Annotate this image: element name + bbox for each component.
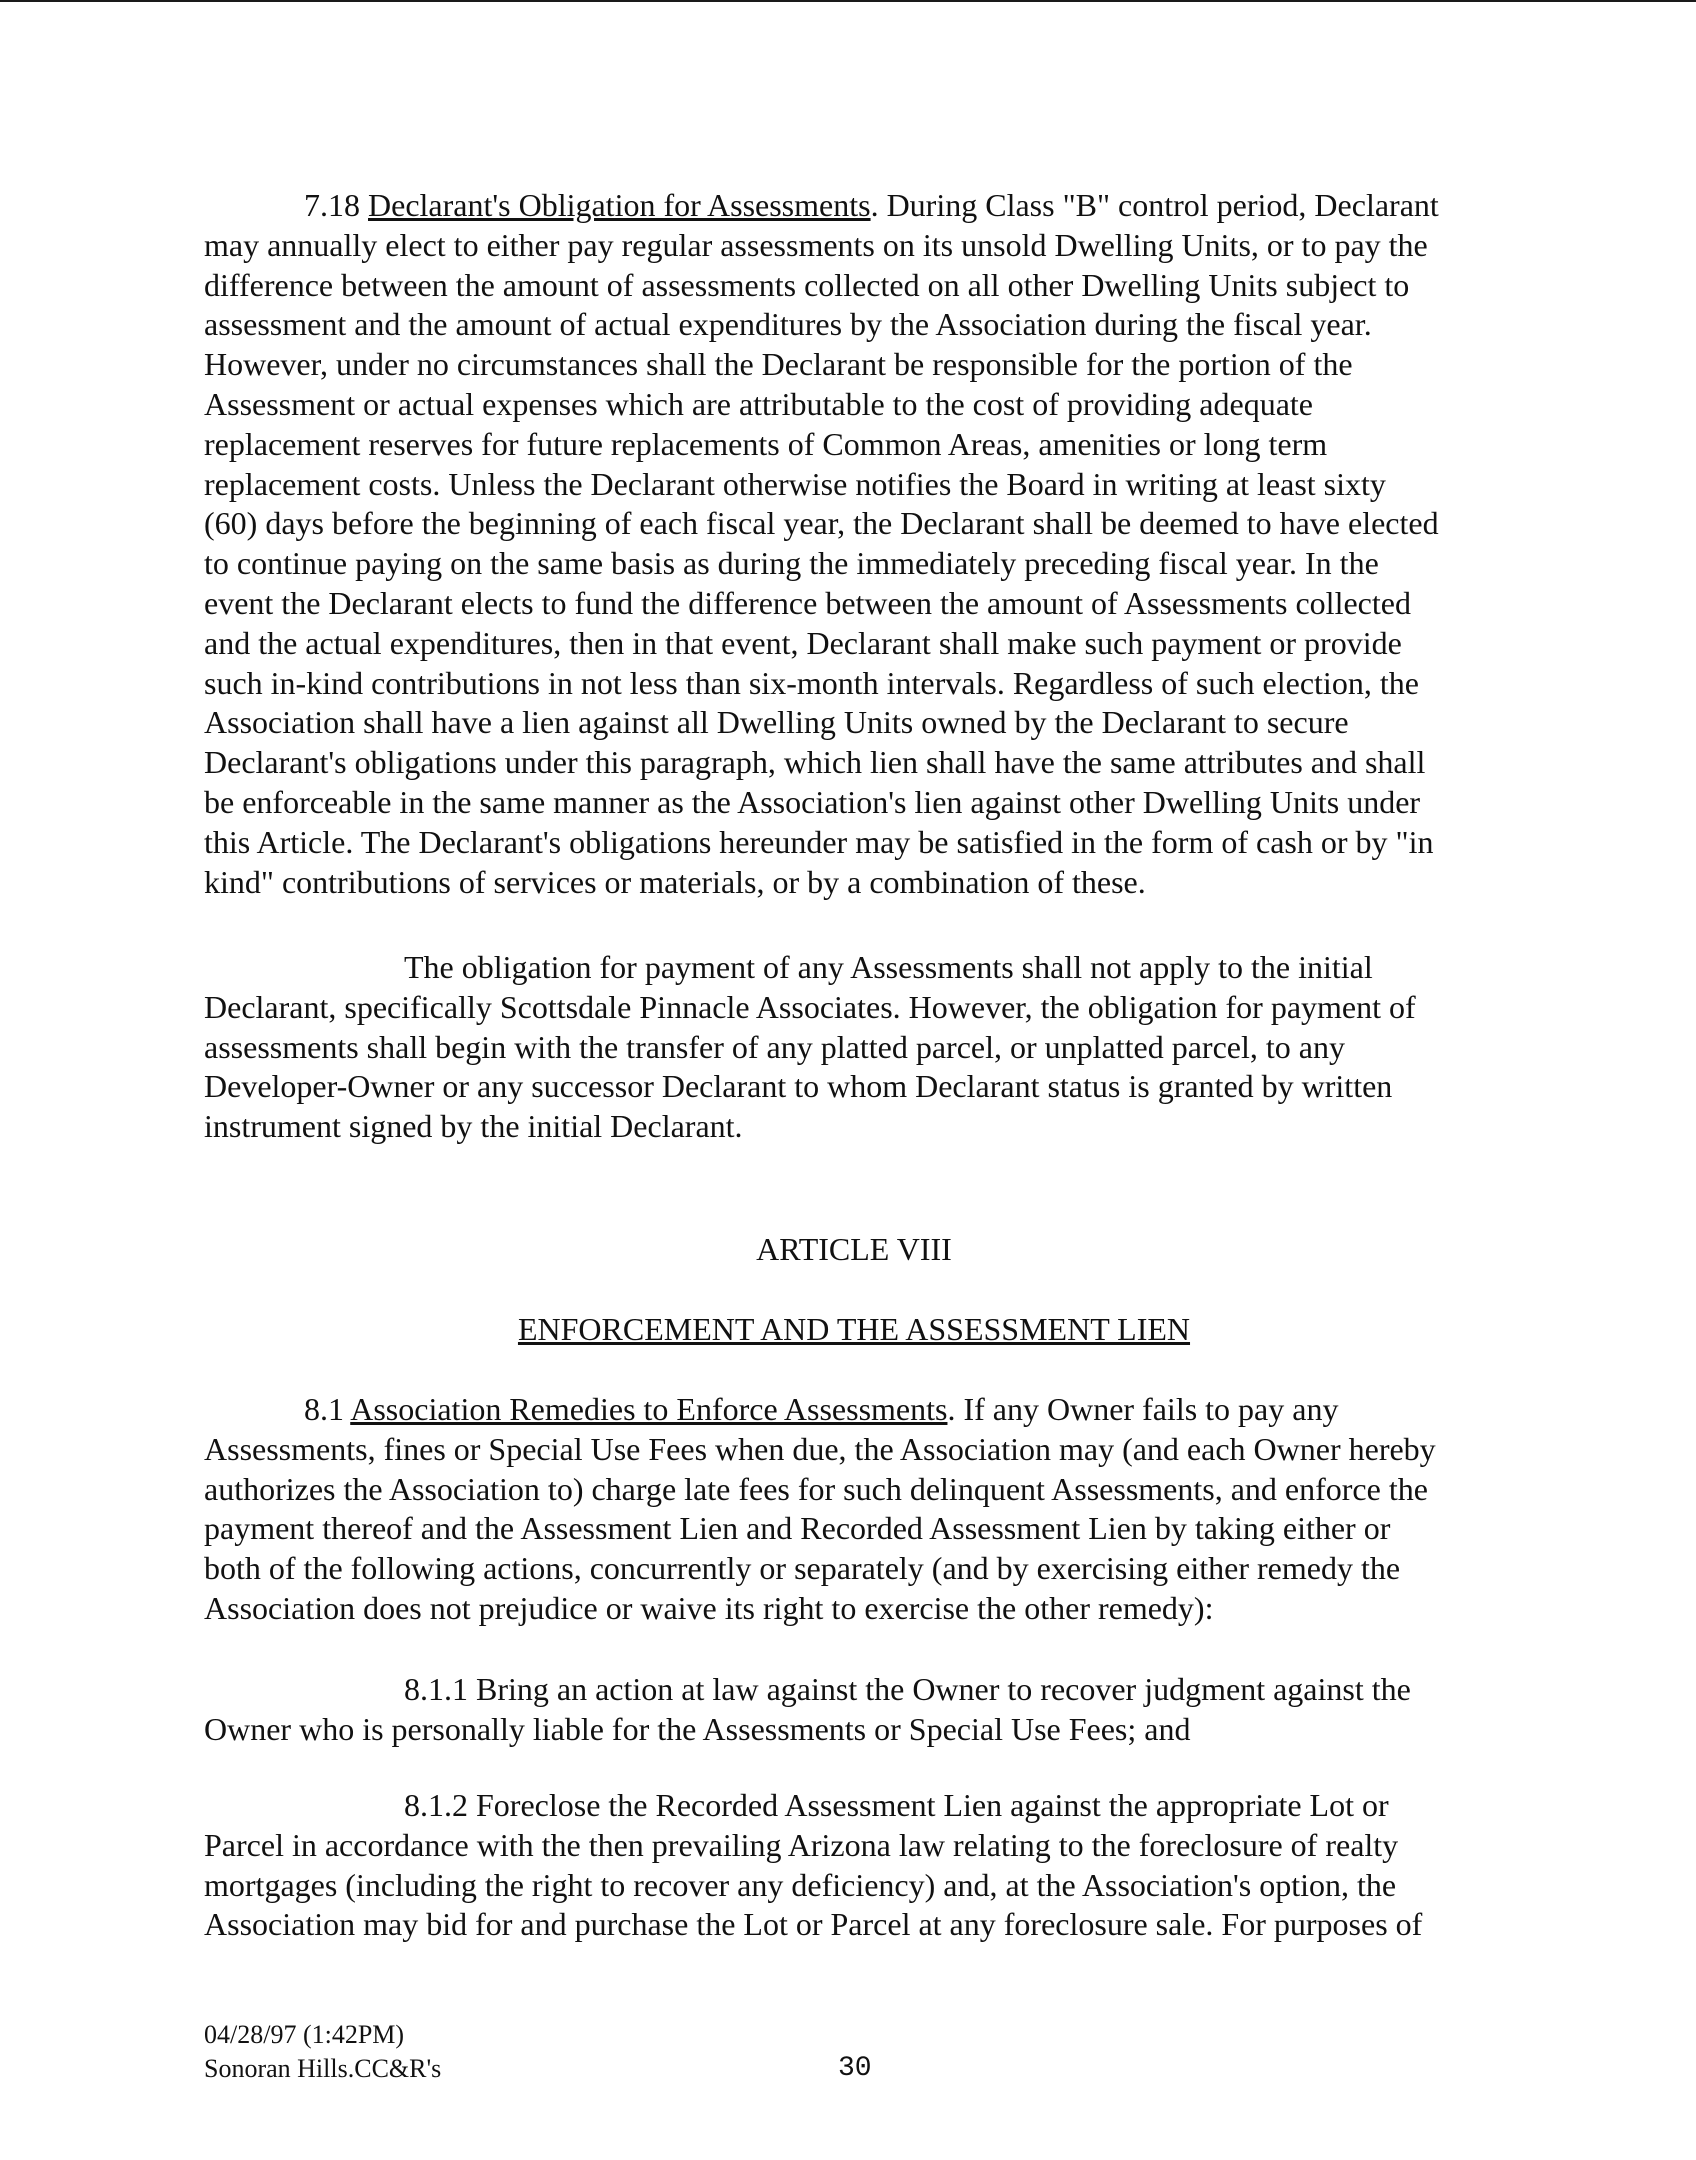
page-number: 30: [838, 2053, 872, 2084]
section-7-18-line-11: and the actual expenditures, then in that event, Declarant shall make such payment or provide: [204, 624, 1402, 661]
section-8-1-line-3: payment thereof and the Assessment Lien and Recorded Assessment Lien by taking either or: [204, 1510, 1391, 1547]
section-8-1-1-line-text: Bring an action at law against the Owner to recover judgment against the: [476, 1671, 1411, 1707]
obligation-line-4: instrument signed by the initial Declarant.: [204, 1108, 743, 1145]
footer-date: 04/28/97 (1:42PM): [204, 2020, 405, 2049]
section-7-18-heading: Declarant's Obligation for Assessments: [368, 187, 871, 223]
section-7-18-line-0: [204, 186, 1439, 226]
section-8-1-2: [204, 1786, 1422, 1945]
section-7-18-line-13: Association shall have a lien against all Dwelling Units owned by the Declarant to secure: [204, 704, 1349, 741]
section-8-1-2-line-0: [204, 1786, 1422, 1826]
obligation-line-3: Developer-Owner or any successor Declarant to whom Declarant status is granted by written: [204, 1068, 1393, 1105]
article-subtitle: ENFORCEMENT AND THE ASSESSMENT LIEN: [517, 1311, 1191, 1347]
section-7-18-line-5: Assessment or actual expenses which are attributable to the cost of providing adequate: [204, 385, 1313, 422]
obligation-line-text: The obligation for payment of any Assessments shall not apply to the initial: [404, 949, 1373, 985]
footer-document-name: Sonoran Hills.CC&R's: [204, 2054, 442, 2083]
section-8-1-2-line-2: mortgages (including the right to recover any deficiency) and, at the Association's option, the: [204, 1866, 1397, 1903]
section-8-1-line-4: both of the following actions, concurrently or separately (and by exercising either remedy the: [204, 1550, 1401, 1587]
section-8-1-line-text: . If any Owner fails to pay any: [947, 1391, 1339, 1427]
section-8-1-2-line-3: Association may bid for and purchase the Lot or Parcel at any foreclosure sale. For purposes of: [204, 1906, 1423, 1943]
section-8-1-heading: Association Remedies to Enforce Assessments: [350, 1391, 948, 1427]
section-7-18-line-8: (60) days before the beginning of each fiscal year, the Declarant shall be deemed to have elected: [204, 505, 1439, 542]
obligation-paragraph: [204, 948, 1416, 1147]
section-7-18-line-7: replacement costs. Unless the Declarant otherwise notifies the Board in writing at least sixty: [204, 465, 1386, 502]
section-8-1-line-1: Assessments, fines or Special Use Fees when due, the Association may (and each Owner hereby: [204, 1430, 1436, 1467]
section-8-1-2-line-text: Foreclose the Recorded Assessment Lien against the appropriate Lot or: [476, 1787, 1389, 1823]
article-title: ARTICLE VIII: [756, 1231, 952, 1267]
section-7-18-line-14: Declarant's obligations under this paragraph, which lien shall have the same attributes and shall: [204, 744, 1426, 781]
section-7-18-line-3: assessment and the amount of actual expenditures by the Association during the fiscal year.: [204, 306, 1372, 343]
scan-top-edge: [0, 0, 1696, 2]
section-7-18-line-1: may annually elect to either pay regular assessments on its unsold Dwelling Units, or to pay the: [204, 226, 1428, 263]
section-8-1-line-2: authorizes the Association to) charge late fees for such delinquent Assessments, and enforce the: [204, 1470, 1428, 1507]
section-7-18: [204, 186, 1439, 902]
obligation-line-0: [204, 948, 1416, 988]
section-7-18-line-text: . During Class "B" control period, Declarant: [870, 187, 1439, 223]
obligation-line-1: Declarant, specifically Scottsdale Pinnacle Associates. However, the obligation for payment of: [204, 988, 1416, 1025]
section-7-18-line-17: kind" contributions of services or materials, or by a combination of these.: [204, 863, 1146, 900]
section-7-18-line-10: event the Declarant elects to fund the difference between the amount of Assessments collected: [204, 584, 1411, 621]
section-8-1: [204, 1390, 1436, 1629]
section-8-1-2-line-1: Parcel in accordance with the then prevailing Arizona law relating to the foreclosure of realty: [204, 1826, 1399, 1863]
section-8-1-line-5: Association does not prejudice or waive its right to exercise the other remedy):: [204, 1589, 1214, 1626]
section-8-1-1-number: 8.1.1: [404, 1671, 468, 1707]
section-8-1-2-number: 8.1.2: [404, 1787, 468, 1823]
section-7-18-line-16: this Article. The Declarant's obligations hereunder may be satisfied in the form of cash or by "in: [204, 823, 1434, 860]
section-8-1-1: [204, 1670, 1411, 1750]
obligation-line-2: assessments shall begin with the transfer of any platted parcel, or unplatted parcel, to any: [204, 1028, 1345, 1065]
section-7-18-line-12: such in-kind contributions in not less than six-month intervals. Regardless of such election, the: [204, 664, 1419, 701]
section-8-1-number: 8.1: [304, 1391, 344, 1427]
section-7-18-line-15: be enforceable in the same manner as the Association's lien against other Dwelling Units under: [204, 783, 1421, 820]
section-7-18-line-6: replacement reserves for future replacements of Common Areas, amenities or long term: [204, 425, 1328, 462]
section-7-18-line-2: difference between the amount of assessments collected on all other Dwelling Units subject to: [204, 266, 1410, 303]
section-8-1-1-line-1: Owner who is personally liable for the Assessments or Special Use Fees; and: [204, 1710, 1191, 1747]
section-8-1-1-line-0: [204, 1670, 1411, 1710]
section-7-18-line-4: However, under no circumstances shall the Declarant be responsible for the portion of the: [204, 346, 1353, 383]
section-7-18-line-9: to continue paying on the same basis as during the immediately preceding fiscal year. In the: [204, 545, 1379, 582]
section-8-1-line-0: [204, 1390, 1436, 1430]
section-7-18-number: 7.18: [304, 187, 360, 223]
